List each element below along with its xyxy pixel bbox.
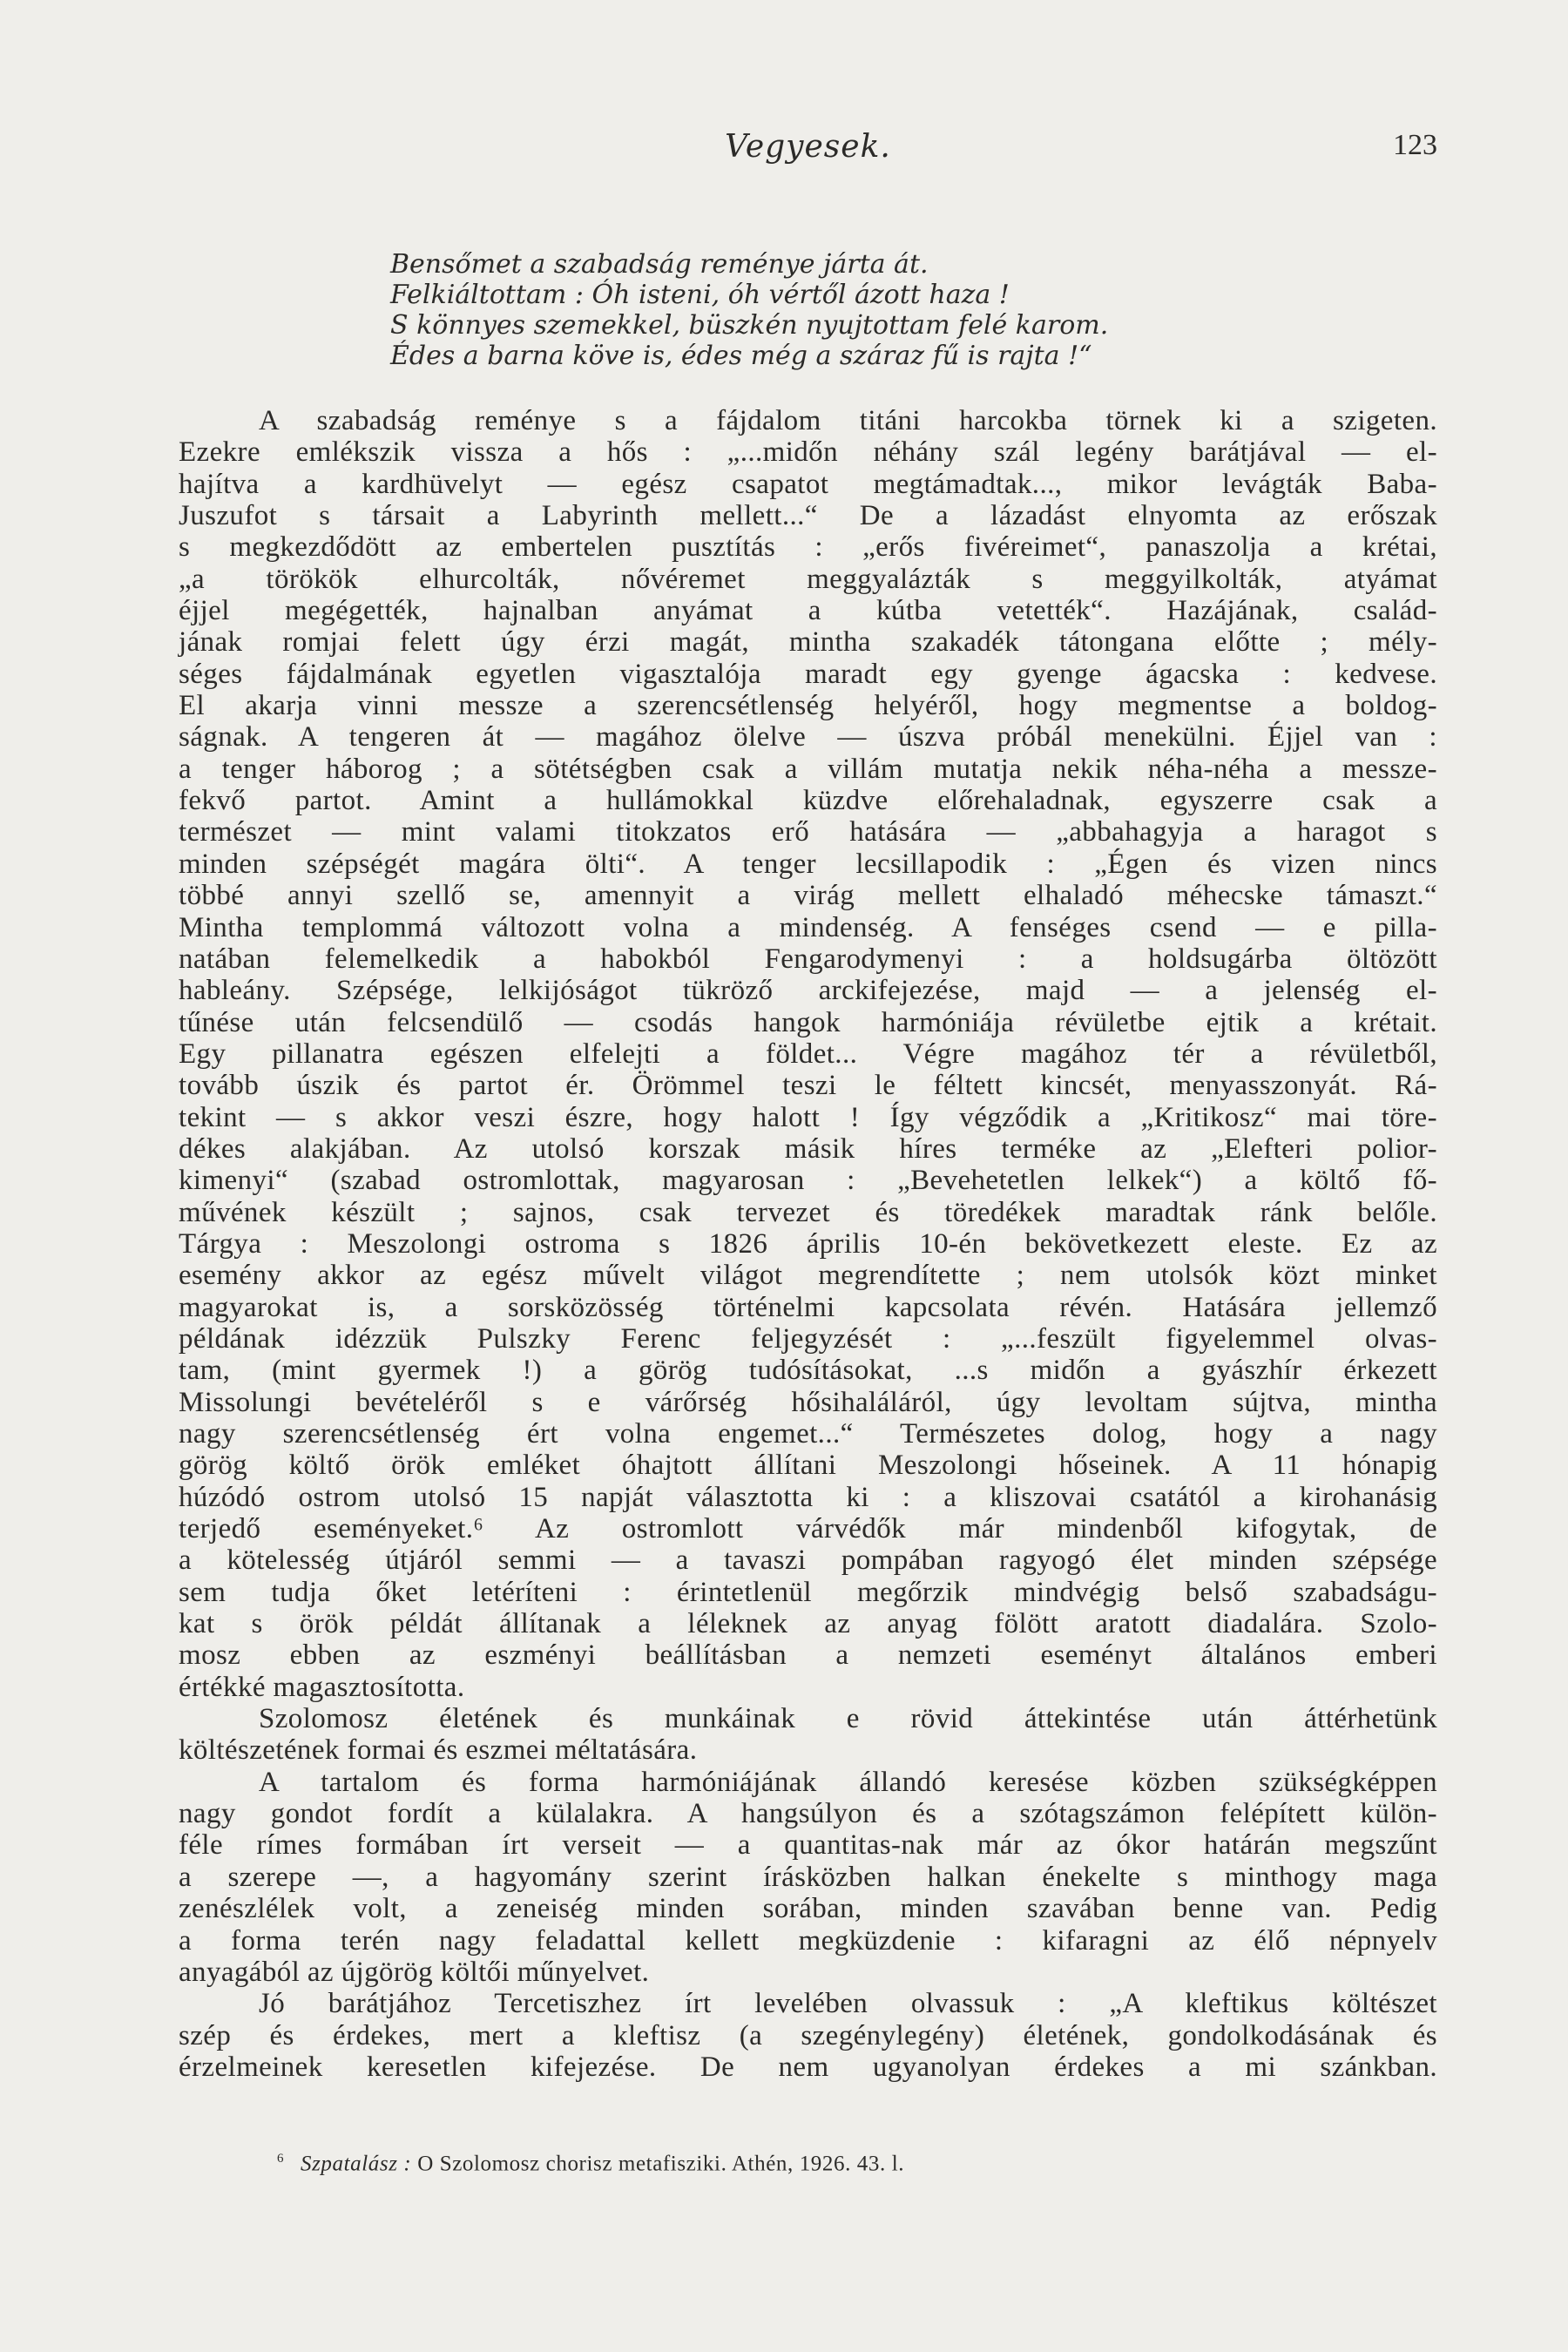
poem-quote (390, 249, 1392, 371)
text-line: natában felemelkedik a habokból Fengarodymenyi : a holdsugárba öltözött (179, 943, 1437, 975)
text-line: éjjel megégették, hajnalban anyámat a kútba vetették“. Hazájának, család- (179, 595, 1437, 627)
text-line: a forma terén nagy feladattal kellett megküzdenie : kifaragni az élő népnyelv (179, 1924, 1437, 1957)
text-line: többé annyi szellő se, amennyit a virág mellett elhaladó méhecske támaszt.“ (179, 880, 1437, 912)
text-line: magyarokat is, a sorsközösség történelmi kapcsolata révén. Hatására jellemző (179, 1291, 1437, 1323)
text-line: zenészlélek volt, a zeneiség minden sorában, minden szavában benne van. Pedig (179, 1893, 1437, 1925)
text-line: Szolomosz életének és munkáinak e rövid áttekintése után áttérhetünk (259, 1703, 1437, 1735)
text-line: mosz ebben az eszményi beállításban a nemzeti eseményt általános emberi (179, 1639, 1437, 1672)
text-line: költészetének formai és eszmei méltatására. (179, 1734, 698, 1767)
text-line: terjedő eseményeket.⁶ Az ostromlott várvédők már mindenből kifogytak, de (179, 1513, 1437, 1545)
text-line: nagy szerencsétlenség ért volna engemet...“ Természetes dolog, hogy a nagy (179, 1418, 1437, 1450)
text-line: sem tudja őket letéríteni : érintetlenül megőrzik mindvégig belső szabadságu- (179, 1576, 1437, 1608)
text-line: kimenyi“ (szabad ostromlottak, magyarosan : „Bevehetetlen lelkek“) a költő fő- (179, 1165, 1437, 1197)
text-line: tovább úszik és partot ér. Örömmel teszi le féltett kincsét, menyasszonyát. Rá- (179, 1070, 1437, 1102)
text-line: Egy pillanatra egészen elfelejti a földet... Végre magához tér a révületből, (179, 1037, 1437, 1070)
running-title: Vegyesek. (725, 129, 891, 165)
text-line: kat s örök példát állítanak a léleknek az anyag fölött aratott diadalára. Szolo- (179, 1608, 1437, 1640)
text-line: Missolungi bevételéről s e várőrség hősihaláláról, úgy levoltam sújtva, mintha (179, 1386, 1437, 1418)
poem-line: S könnyes szemekkel, büszkén nyujtottam felé karom. (390, 310, 1109, 341)
text-line: Jó barátjához Tercetiszhez írt levelében olvassuk : „A kleftikus költészet (259, 1988, 1437, 2020)
text-line: görög költő örök emléket óhajtott állítani Meszolongi hőseinek. A 11 hónapig (179, 1450, 1437, 1482)
text-line: Mintha templommá változott volna a mindenség. A fenséges csend — e pilla- (179, 911, 1437, 943)
text-line: „a törökök elhurcolták, nővéremet meggyalázták s meggyilkolták, atyámat (179, 563, 1437, 595)
text-line: példának idézzük Pulszky Ferenc feljegyzését : „...feszült figyelemmel olvas- (179, 1322, 1437, 1355)
text-line: jának romjai felett úgy érzi magát, mintha szakadék tátongana előtte ; mély- (179, 626, 1437, 659)
text-line: El akarja vinni messze a szerencsétlenség helyéről, hogy megmentse a boldog- (179, 690, 1437, 722)
text-line: séges fájdalmának egyetlen vigasztalója maradt egy gyenge ágacska : kedvese. (179, 658, 1437, 690)
text-line: hableány. Szépsége, lelkijóságot tükröző arckifejezése, majd — a jelenség el- (179, 975, 1437, 1007)
text-line: fekvő partot. Amint a hullámokkal küzdve előrehaladnak, egyszerre csak a (179, 785, 1437, 817)
text-line: szép és érdekes, mert a kleftisz (a szegénylegény) életének, gondolkodásának és (179, 2019, 1437, 2051)
page-number: 123 (1393, 129, 1437, 161)
poem-line: Édes a barna köve is, édes még a száraz fű is rajta !“ (390, 341, 1092, 371)
footnote-mark: 6 (277, 2152, 285, 2166)
text-line: a tenger háborog ; a sötétségben csak a villám mutatja nekik néha-néha a messze- (179, 753, 1437, 785)
text-line: s megkezdődött az embertelen pusztítás : „erős fivéreimet“, panaszolja a krétai, (179, 531, 1437, 564)
page-header (179, 129, 1437, 172)
text-line: Juszufot s társait a Labyrinth mellett...“ De a lázadást elnyomta az erőszak (179, 500, 1437, 532)
text-line: tam, (mint gyermek !) a görög tudósításokat, ...s midőn a gyászhír érkezett (179, 1355, 1437, 1387)
text-line: Ezekre emlékszik vissza a hős : „...midőn néhány szál legény barátjával — el- (179, 436, 1437, 469)
poem-line: Felkiáltottam : Óh isteni, óh vértől ázott haza ! (390, 280, 1010, 310)
text-line: művének készült ; sajnos, csak tervezet és töredékek maradtak ránk belőle. (179, 1196, 1437, 1228)
text-line: értékké magasztosította. (179, 1671, 465, 1703)
text-line: hajítva a kardhüvelyt — egész csapatot megtámadtak..., mikor levágták Baba- (179, 468, 1437, 500)
text-line: természet — mint valami titokzatos erő hatására — „abbahagyja a haragot s (179, 816, 1437, 848)
text-line: A tartalom és forma harmóniájának állandó keresése közben szükségképpen (259, 1766, 1437, 1798)
text-line: a kötelesség útjáról semmi — a tavaszi pompában ragyogó élet minden szépsége (179, 1544, 1437, 1577)
footnote-source: Szpatalász : (300, 2152, 412, 2176)
text-line: minden szépségét magára ölti“. A tenger lecsillapodik : „Égen és vizen nincs (179, 848, 1437, 880)
footnote (277, 2152, 1436, 2176)
text-line: ságnak. A tengeren át — magához ölelve — úszva próbál menekülni. Éjjel van : (179, 721, 1437, 754)
text-line: dékes alakjában. Az utolsó korszak másik híres terméke az „Elefteri polior- (179, 1132, 1437, 1165)
text-line: érzelmeinek keresetlen kifejezése. De nem ugyanolyan érdekes a mi szánkban. (179, 2051, 1437, 2083)
text-line: tűnése után felcsendülő — csodás hangok harmóniája révületbe ejtik a krétait. (179, 1006, 1437, 1038)
poem-line: Bensőmet a szabadság reménye járta át. (390, 249, 929, 280)
text-line: féle rímes formában írt verseit — a quantitas-nak már az ókor határán megszűnt (179, 1829, 1437, 1862)
text-line: tekint — s akkor veszi észre, hogy halott ! Így végződik a „Kritikosz“ mai töre- (179, 1101, 1437, 1133)
body-text (179, 405, 1437, 2083)
text-line: húzódó ostrom utolsó 15 napját választotta ki : a kliszovai csatától a kirohanásig (179, 1481, 1437, 1513)
footnote-text: O Szolomosz chorisz metafisziki. Athén, 1926. 43. l. (417, 2152, 905, 2176)
text-line: A szabadság reménye s a fájdalom titáni harcokba törnek ki a szigeten. (259, 405, 1437, 436)
text-line: nagy gondot fordít a külalakra. A hangsúlyon és a szótagszámon felépített külön- (179, 1798, 1437, 1830)
text-line: esemény akkor az egész művelt világot megrendítette ; nem utolsók közt minket (179, 1260, 1437, 1292)
text-line: anyagából az újgörög költői műnyelvet. (179, 1956, 650, 1988)
text-line: a szerepe —, a hagyomány szerint írásközben halkan énekelte s minthogy maga (179, 1861, 1437, 1893)
text-line: Tárgya : Meszolongi ostroma s 1826 április 10-én bekövetkezett eleste. Ez az (179, 1227, 1437, 1260)
